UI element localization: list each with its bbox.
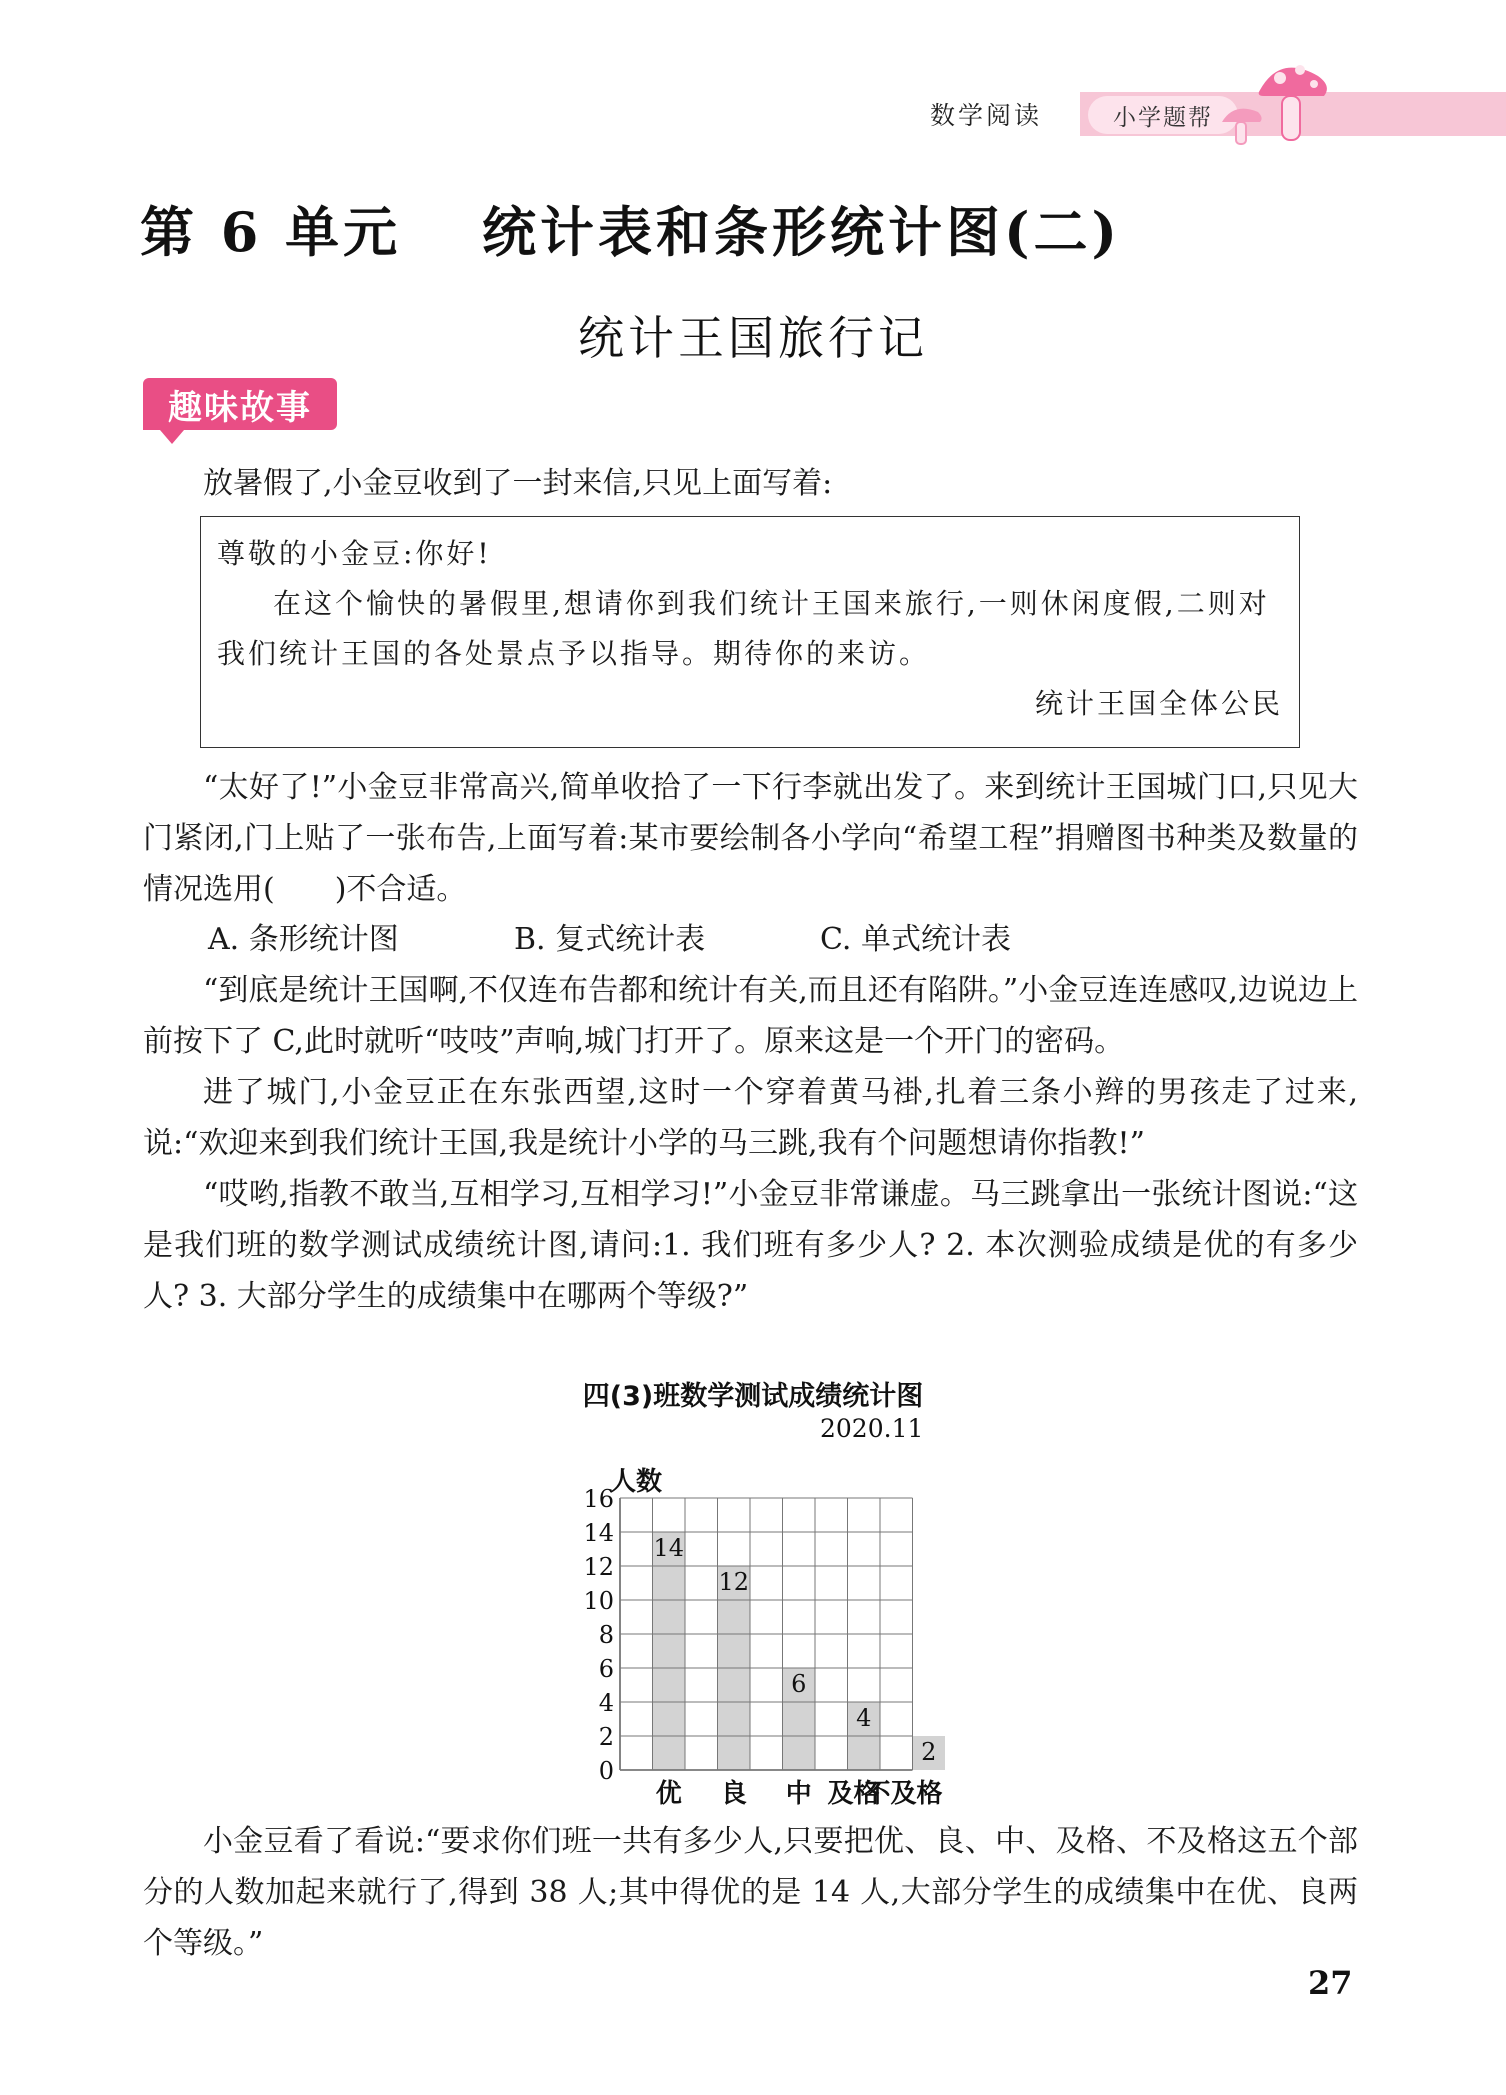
y-axis-label: 人数 — [610, 1467, 663, 1497]
y-tick-label: 16 — [583, 1485, 614, 1513]
closing-text: 小金豆看了看说:“要求你们班一共有多少人,只要把优、良、中、及格、不及格这五个部分的人数加起来就行了,得到 38 人;其中得优的是 14 人,大部分学生的成绩集中在优、良两个等级。” — [143, 1824, 1358, 1961]
y-tick-label: 10 — [583, 1587, 614, 1615]
data-label-良: 12 — [718, 1568, 750, 1596]
data-label-中: 6 — [791, 1670, 807, 1698]
chart-date: 2020.11 — [820, 1414, 924, 1443]
story-paragraphs-2 — [143, 965, 1358, 1322]
intro-text: 放暑假了,小金豆收到了一封来信,只见上面写着: — [203, 466, 833, 501]
y-tick-label: 12 — [583, 1553, 614, 1581]
paragraph-text: “太好了!”小金豆非常高兴,简单收拾了一下行李就出发了。来到统计王国城门口,只见大门紧闭,门上贴了一张布告,上面写着:某市要绘制各小学向“希望工程”捐赠图书种类及数量的情况选用( )不合适。 — [143, 770, 1358, 907]
letter-box — [200, 516, 1300, 748]
chart-title: 四(3)班数学测试成绩统计图 — [582, 1381, 924, 1412]
header-book-name: 小学题帮 — [1088, 96, 1238, 134]
data-label-及格: 4 — [856, 1704, 872, 1732]
y-tick-label: 14 — [583, 1519, 614, 1547]
answer-options — [208, 914, 1011, 965]
data-label-不及格: 2 — [921, 1738, 937, 1766]
data-label-优: 14 — [653, 1534, 685, 1562]
x-tick-label-中: 中 — [785, 1779, 812, 1808]
story-paragraph-1 — [143, 762, 1358, 915]
letter-signature: 统计王国全体公民 — [1034, 687, 1283, 720]
paragraph-text: 进了城门,小金豆正在东张西望,这时一个穿着黄马褂,扎着三条小辫的男孩走了过来,说:“欢迎来到我们统计王国,我是统计小学的马三跳,我有个问题想请你指教!” — [143, 1075, 1358, 1161]
y-tick-label: 8 — [598, 1621, 614, 1649]
story-title: 统计王国旅行记 — [578, 311, 928, 365]
paragraph-text: “到底是统计王国啊,不仅连布告都和统计有关,而且还有陷阱。”小金豆连连感叹,边说边上前按下了 C,此时就听“吱吱”声响,城门打开了。原来这是一个开门的密码。 — [143, 973, 1358, 1059]
page-number: 27 — [1308, 1964, 1353, 2002]
option-c: C. 单式统计表 — [820, 922, 1011, 957]
paragraph-text: “哎哟,指教不敢当,互相学习,互相学习!”小金豆非常谦虚。马三跳拿出一张统计图说:“这是我们班的数学测试成绩统计图,请问:1. 我们班有多少人? 2. 本次测验成绩是优的有多少人? 3. 大部分学生的成绩集中在哪两个等级?” — [143, 1177, 1358, 1314]
option-a: A. 条形统计图 — [208, 922, 399, 957]
section-tag: 趣味故事 — [143, 378, 337, 430]
section-tag-notch — [160, 430, 184, 444]
header-series: 数学阅读 — [930, 101, 1043, 130]
bar-chart — [540, 1448, 980, 1808]
option-b: B. 复式统计表 — [514, 922, 706, 957]
bar-优 — [653, 1532, 686, 1770]
y-tick-label: 0 — [598, 1757, 614, 1785]
x-tick-label-不及格: 不及格 — [864, 1779, 943, 1808]
closing-paragraph — [143, 1816, 1358, 1969]
unit-title: 第 6 单元 统计表和条形统计图(二) — [140, 200, 1122, 264]
y-tick-label: 4 — [598, 1689, 614, 1717]
intro-paragraph — [143, 458, 1358, 509]
mushroom-icon — [1220, 56, 1340, 156]
x-tick-label-及格: 及格 — [827, 1779, 880, 1808]
x-tick-label-良: 良 — [720, 1779, 747, 1808]
x-tick-label-优: 优 — [655, 1779, 682, 1808]
letter-body: 在这个愉快的暑假里,想请你到我们统计王国来旅行,一则休闲度假,二则对我们统计王国的各处景点予以指导。期待你的来访。 — [217, 587, 1270, 670]
y-tick-label: 2 — [598, 1723, 614, 1751]
letter-greeting: 尊敬的小金豆:你好! — [217, 537, 492, 570]
y-tick-label: 6 — [598, 1655, 614, 1683]
